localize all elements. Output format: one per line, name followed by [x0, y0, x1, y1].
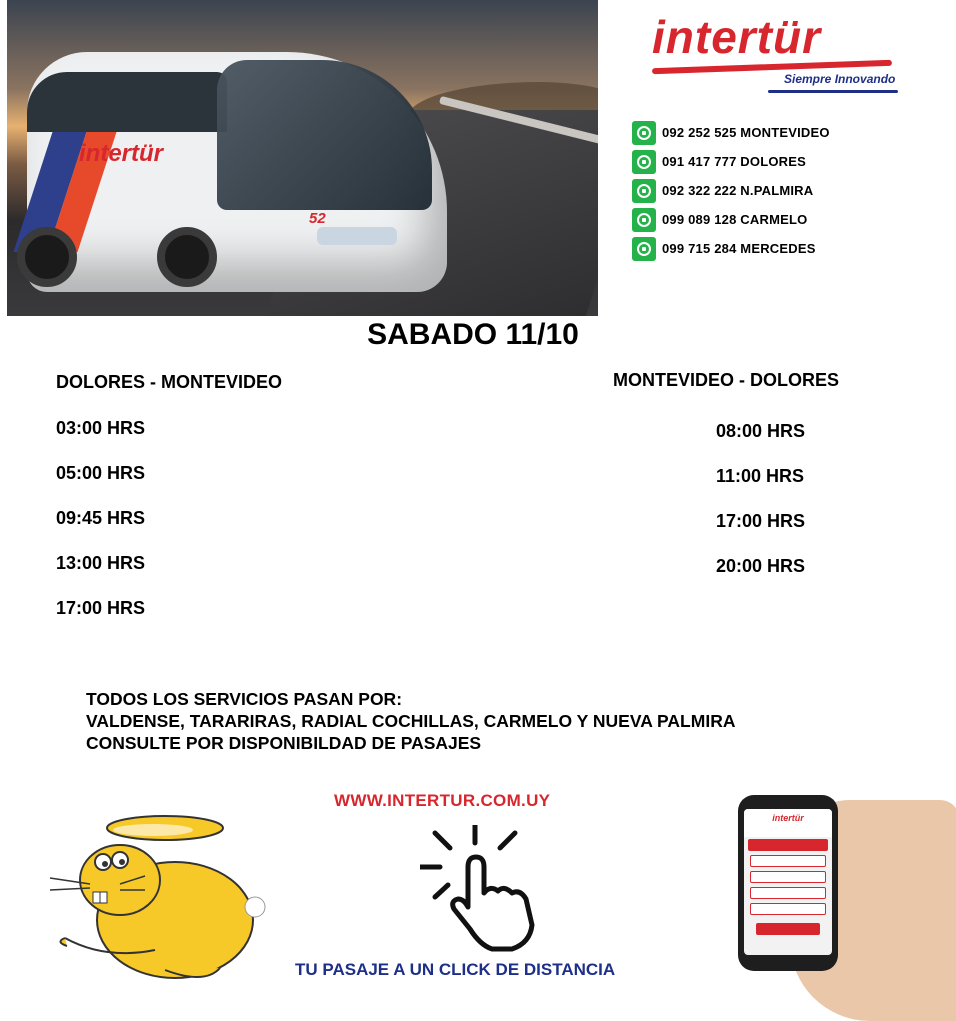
departure-time: 20:00 HRS [716, 556, 806, 576]
phone-screen-logo: intertür [744, 809, 832, 837]
departure-time: 17:00 HRS [716, 511, 806, 531]
notes-line: CONSULTE POR DISPONIBILDAD DE PASAJES [86, 733, 482, 753]
whatsapp-icon [632, 150, 656, 174]
bus-side-window [27, 72, 227, 132]
contact-text: 092 252 525 MONTEVIDEO [662, 125, 830, 140]
contact-item[interactable] [632, 205, 942, 234]
route-title-left: DOLORES - MONTEVIDEO [56, 372, 283, 392]
contact-item[interactable] [632, 234, 942, 263]
whatsapp-icon [632, 179, 656, 203]
contact-text: 091 417 777 DOLORES [662, 154, 806, 169]
departure-time: 09:45 HRS [56, 508, 146, 528]
phone-screen-field [750, 871, 826, 883]
click-hand-icon [420, 825, 550, 955]
contact-item[interactable] [632, 176, 942, 205]
hare-mascot-icon [45, 810, 275, 995]
phone-screen-field [750, 855, 826, 867]
schedule-date [0, 318, 956, 352]
contact-text: 092 322 222 N.PALMIRA [662, 183, 814, 198]
contact-list [632, 118, 942, 263]
bus-headlight [317, 227, 397, 245]
departure-time: 08:00 HRS [716, 421, 806, 441]
bus-logo: intertür [79, 140, 163, 167]
hand-phone-illustration [720, 790, 956, 1021]
phone-screen-button [756, 923, 820, 935]
cta-tagline: TU PASAJE A UN CLICK DE DISTANCIA [295, 960, 616, 979]
service-notes [86, 688, 735, 754]
hero-bus-photo [7, 0, 598, 316]
phone-screen-field [750, 887, 826, 899]
departure-time: 17:00 HRS [56, 598, 146, 618]
contact-item[interactable] [632, 147, 942, 176]
bus-illustration [27, 12, 447, 302]
notes-line: TODOS LOS SERVICIOS PASAN POR: [86, 689, 403, 709]
departure-time: 03:00 HRS [56, 418, 146, 438]
schedule-date-text: SABADO 11/10 [367, 318, 579, 351]
contact-item[interactable] [632, 118, 942, 147]
phone-screen-bar [748, 839, 828, 851]
route-title-right: MONTEVIDEO - DOLORES [613, 370, 840, 390]
brand-name: intertür [652, 11, 821, 63]
departure-time: 11:00 HRS [716, 466, 805, 486]
bus-back-wheel [17, 227, 77, 287]
whatsapp-icon [632, 121, 656, 145]
brand-swoosh-blue [768, 90, 898, 93]
departure-time: 13:00 HRS [56, 553, 146, 573]
whatsapp-icon [632, 237, 656, 261]
contact-text: 099 715 284 MERCEDES [662, 241, 816, 256]
brand-logo [642, 6, 910, 98]
bus-number: 52 [309, 210, 326, 227]
whatsapp-icon [632, 208, 656, 232]
phone-screen [744, 809, 832, 955]
notes-line: VALDENSE, TARARIRAS, RADIAL COCHILLAS, CARMELO Y NUEVA PALMIRA [86, 711, 736, 731]
phone-icon [738, 795, 838, 971]
website-link[interactable]: WWW.INTERTUR.COM.UY [334, 791, 551, 810]
contact-text: 099 089 128 CARMELO [662, 212, 808, 227]
bus-rear-wheel [157, 227, 217, 287]
bus-windshield [217, 60, 432, 210]
phone-screen-field [750, 903, 826, 915]
brand-tagline: Siempre Innovando [784, 72, 896, 86]
departure-time: 05:00 HRS [56, 463, 146, 483]
